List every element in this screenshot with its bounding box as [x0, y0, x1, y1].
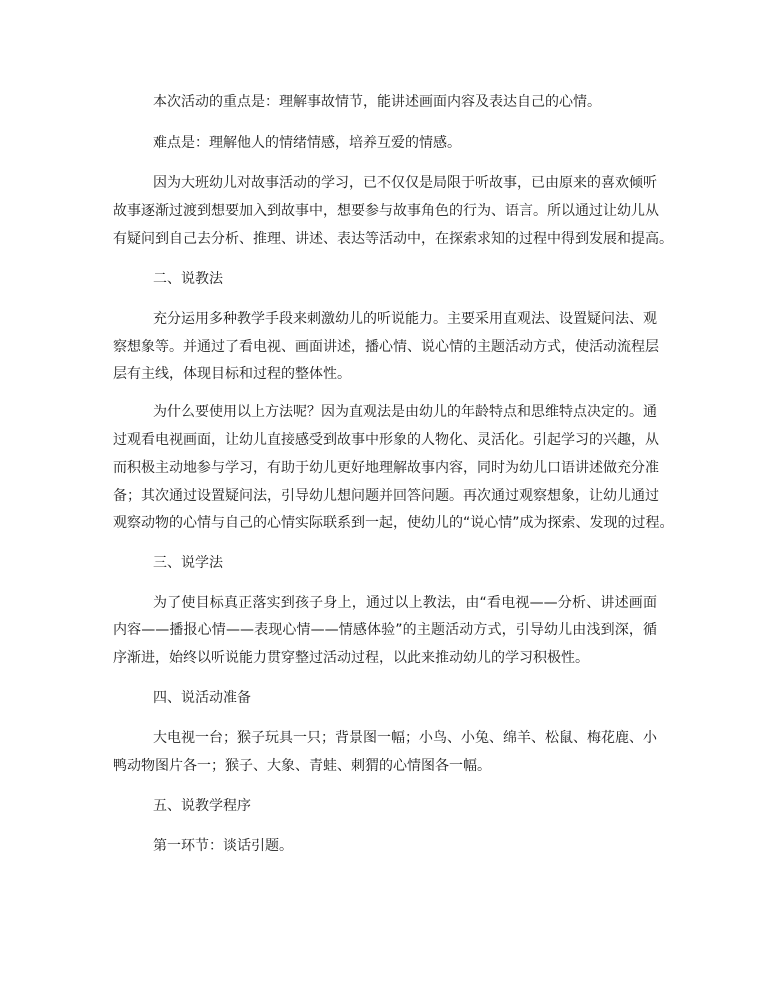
- section-heading: 三、说学法: [153, 555, 223, 571]
- paragraph-line: 第一环节：谈话引题。: [153, 838, 293, 854]
- paragraph-line: 为了使目标真正落实到孩子身上，通过以上教法，由“看电视——分析、讲述画面: [153, 595, 657, 611]
- paragraph-line: 因为大班幼儿对故事活动的学习，已不仅仅是局限于听故事，已由原来的喜欢倾听: [153, 175, 657, 191]
- paragraph-line: 备；其次通过设置疑问法，引导幼儿想问题并回答问题。再次通过观察想象，让幼儿通过: [113, 488, 659, 504]
- section-heading: 五、说教学程序: [153, 798, 251, 814]
- section-heading: 四、说活动准备: [153, 690, 251, 706]
- paragraph-line: 为什么要使用以上方法呢？因为直观法是由幼儿的年龄特点和思维特点决定的。通: [153, 404, 657, 420]
- paragraph-line: 大电视一台；猴子玩具一只；背景图一幅；小鸟、小兔、绵羊、松鼠、梅花鹿、小: [153, 730, 657, 746]
- paragraph-line: 层有主线，体现目标和过程的整体性。: [113, 366, 351, 382]
- paragraph-line: 故事逐渐过渡到想要加入到故事中，想要参与故事角色的行为、语言。所以通过让幼儿从: [113, 203, 659, 219]
- paragraph-line: 充分运用多种教学手段来刺激幼儿的听说能力。主要采用直观法、设置疑问法、观: [153, 311, 657, 327]
- paragraph-line: 而积极主动地参与学习，有助于幼儿更好地理解故事内容，同时为幼儿口语讲述做充分准: [113, 460, 659, 476]
- difficulty-line: 难点是：理解他人的情绪情感，培养互爱的情感。: [153, 135, 461, 151]
- paragraph-line: 有疑问到自己去分析、推理、讲述、表达等活动中，在探索求知的过程中得到发展和提高。: [113, 231, 673, 247]
- paragraph-line: 过观看电视画面，让幼儿直接感受到故事中形象的人物化、灵活化。引起学习的兴趣，从: [113, 432, 659, 448]
- section-heading: 二、说教法: [153, 271, 223, 287]
- key-point-line: 本次活动的重点是：理解事故情节，能讲述画面内容及表达自己的心情。: [153, 94, 601, 110]
- paragraph-line: 内容——播报心情——表现心情——情感体验”的主题活动方式，引导幼儿由浅到深，循: [113, 622, 657, 638]
- paragraph-line: 鸭动物图片各一；猴子、大象、青蛙、刺猬的心情图各一幅。: [113, 758, 491, 774]
- paragraph-line: 序渐进，始终以听说能力贯穿整过活动过程，以此来推动幼儿的学习积极性。: [113, 650, 589, 666]
- paragraph-line: 察想象等。并通过了看电视、画面讲述，播心情、说心情的主题活动方式，使活动流程层: [113, 339, 659, 355]
- paragraph-line: 观察动物的心情与自己的心情实际联系到一起，使幼儿的“说心情”成为探索、发现的过程。: [113, 515, 674, 531]
